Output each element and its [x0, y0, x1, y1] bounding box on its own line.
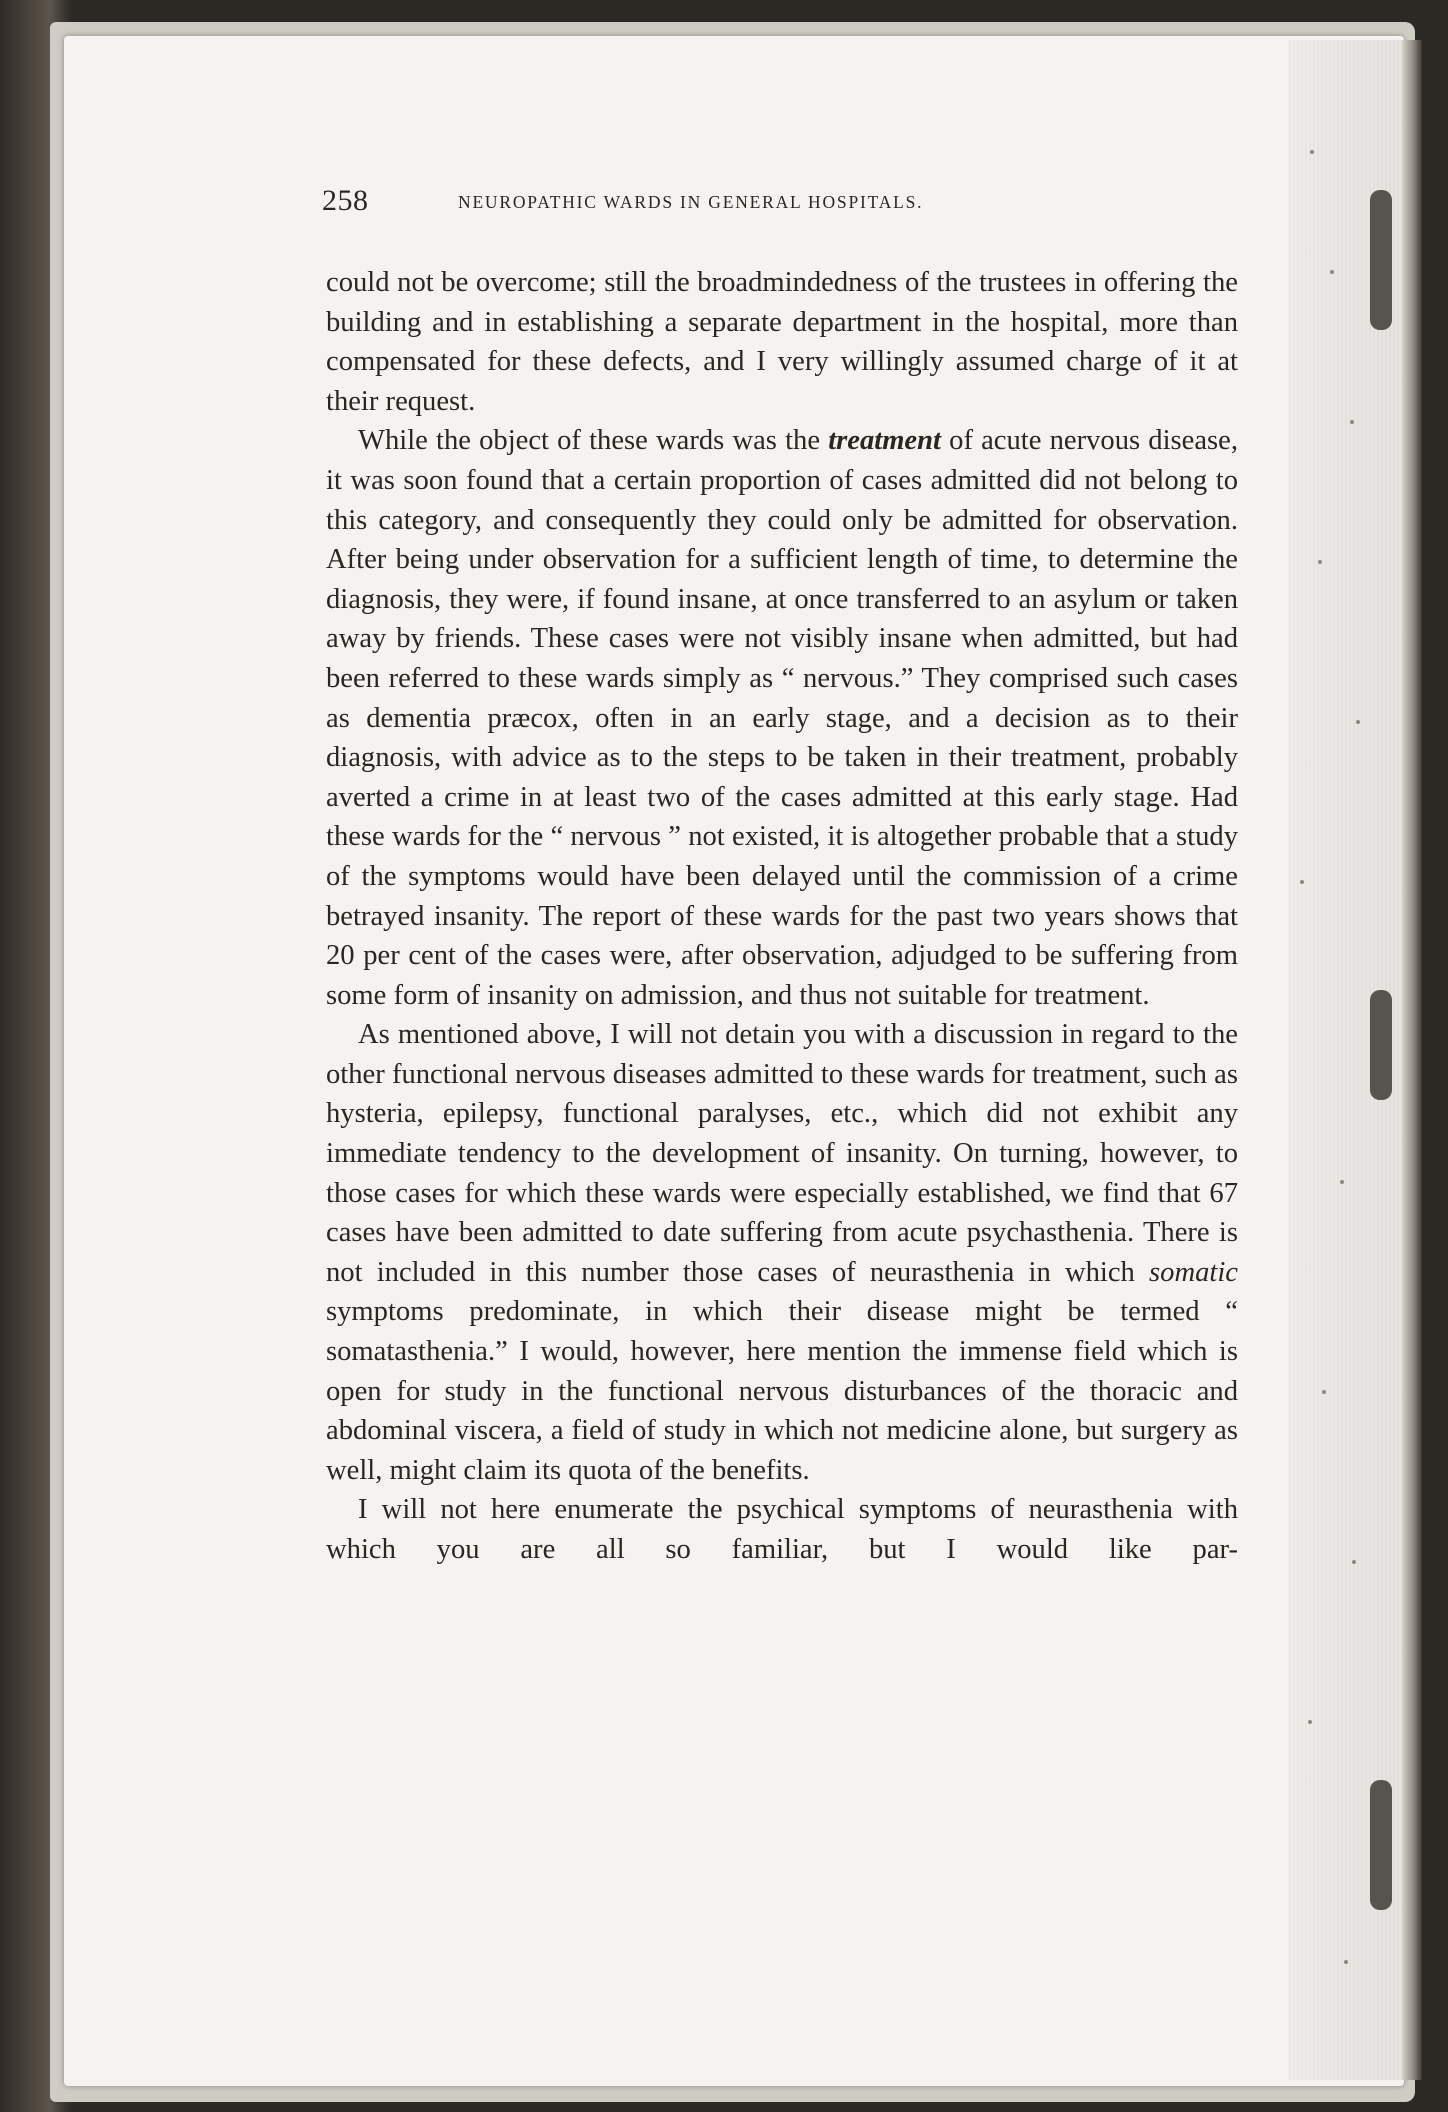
paragraph-text: While the object of these wards was the	[358, 425, 829, 457]
page-number: 258	[322, 184, 369, 217]
paper-speck	[1356, 720, 1360, 724]
edge-stain	[1370, 1780, 1392, 1910]
running-head	[322, 184, 1142, 228]
paper-speck	[1352, 1560, 1356, 1564]
paragraph-2	[326, 421, 1238, 1015]
paragraph-text: symptoms predominate, in which their disease might be termed “ somatasthenia.” I would, however, here mention the immense field which is open for study in the functional nervous disturbances of the thoracic and abdominal viscera, a field of study in which not medicine alone, but surgery as well, might claim its quota of the benefits.	[326, 1296, 1238, 1486]
paper-speck	[1322, 1390, 1326, 1394]
paper-speck	[1310, 150, 1314, 154]
body-text	[326, 263, 1238, 1570]
paragraph-text: As mentioned above, I will not detain you with a discussion in regard to the other functional nervous diseases admitted to these wards for treatment, such as hysteria, epilepsy, functional paralyses, etc., which did not exhibit any immediate tendency to the development of insanity. On turning, however, to those cases for which these wards were especially established, we find that 67 cases have been admitted to date suffering from acute psychasthenia. There is not included in this number those cases of neurasthenia in which	[326, 1019, 1238, 1288]
paper-speck	[1340, 1180, 1344, 1184]
paragraph-text: could not be overcome; still the broadmindedness of the trustees in offering the building and in establishing a separate department in the hospital, more than compensated for these defects, and I very willingly assumed charge of it at their request.	[326, 267, 1238, 417]
paragraph-1	[326, 263, 1238, 421]
paper-speck	[1330, 270, 1334, 274]
paper-speck	[1344, 1960, 1348, 1964]
edge-stain	[1370, 190, 1392, 330]
paragraph-3	[326, 1015, 1238, 1490]
paragraph-text: of acute nervous disease, it was soon found that a certain proportion of cases admitted did not belong to this category, and consequently they could only be admitted for observation. After being under observation for a sufficient length of time, to determine the diagnosis, they were, if found insane, at once transferred to an asylum or taken away by friends. These cases were not visibly insane when admitted, but had been referred to these wards simply as “ nervous.” They comprised such cases as dementia præcox, often in an early stage, and a decision as to their diagnosis, with advice as to the steps to be taken in their treatment, probably averted a crime in at least two of the cases admitted at this early stage. Had these wards for the “ nervous ” not existed, it is altogether probable that a study of the symptoms would have been delayed until the commission of a crime betrayed insanity. The report of these wards for the past two years shows that 20 per cent of the cases were, after observation, adjudged to be suffering from some form of insanity on admission, and thus not suitable for treatment.	[326, 425, 1238, 1011]
emphasis-somatic: somatic	[1149, 1256, 1238, 1288]
paragraph-text: I will not here enumerate the psychical symptoms of neurasthenia with which you are all so familiar, but I would like par-	[326, 1494, 1238, 1565]
paper-speck	[1350, 420, 1354, 424]
page-edge-shadow	[1402, 40, 1422, 2080]
paper-speck	[1300, 880, 1304, 884]
paper-speck	[1318, 560, 1322, 564]
running-head-title: NEUROPATHIC WARDS IN GENERAL HOSPITALS.	[458, 192, 924, 212]
paper-speck	[1308, 1720, 1312, 1724]
page-right-edge	[1288, 40, 1418, 2080]
edge-stain	[1370, 990, 1392, 1100]
paragraph-4	[326, 1490, 1238, 1569]
emphasis-treatment: treatment	[828, 425, 941, 457]
